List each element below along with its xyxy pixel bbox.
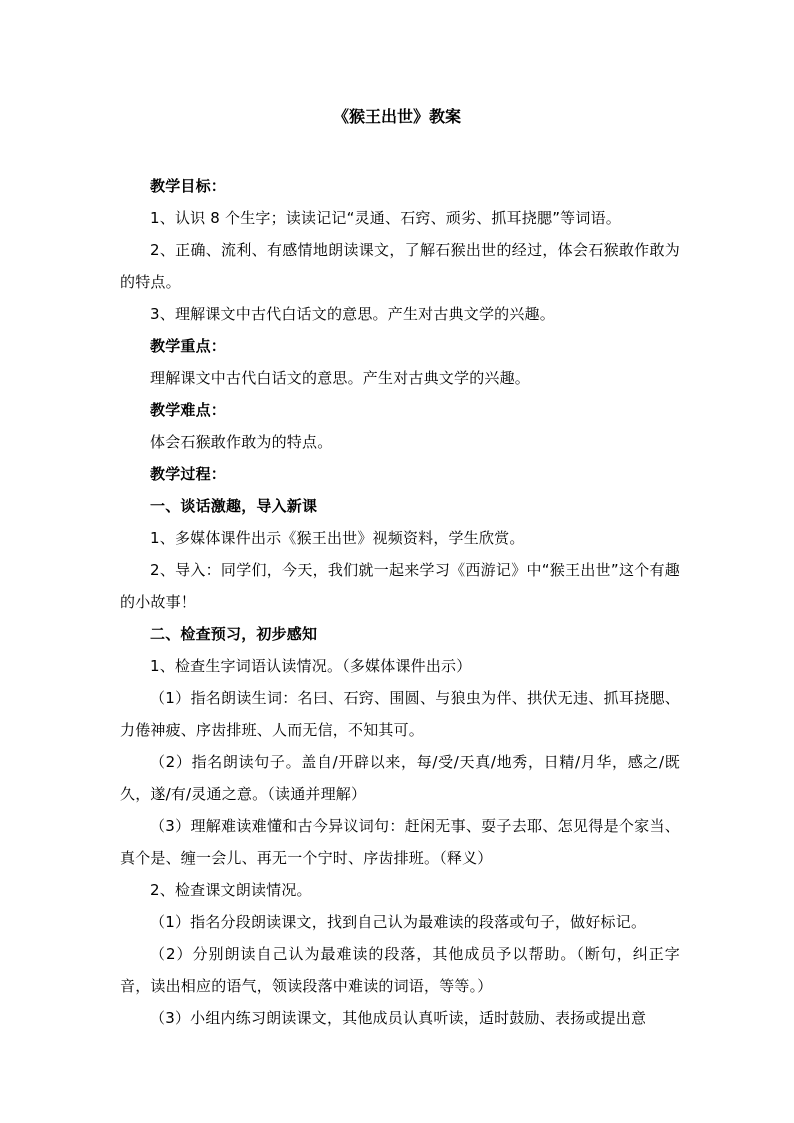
- section-heading: 教学目标：: [150, 177, 227, 195]
- paragraph: 1、检查生字词语认读情况。（多媒体课件出示）: [150, 657, 472, 675]
- section-heading: 教学重点：: [150, 337, 227, 355]
- paragraph: 1、多媒体课件出示《猴王出世》视频资料，学生欣赏。: [150, 529, 525, 547]
- document-title: 《猴王出世》教案: [332, 107, 461, 126]
- section-heading: 教学难点：: [150, 401, 227, 419]
- paragraph: 2、正确、流利、有感情地朗读课文，了解石猴出世的经过，体会石猴敢作敢为的特点。: [120, 241, 680, 291]
- paragraph: 2、检查课文朗读情况。: [150, 881, 312, 899]
- paragraph: （3）理解难读难懂和古今异议词句：赶闲无事、耍子去耶、怎见得是个家当、真个是、缠一会儿、再无一个宁时、序齿排班。（释义）: [120, 817, 680, 867]
- paragraph: （3）小组内练习朗读课文，其他成员认真听读，适时鼓励、表扬或提出意: [150, 1009, 647, 1027]
- paragraph: （2）分别朗读自己认为最难读的段落，其他成员予以帮助。（断句，纠正字音，读出相应的语气，领读段落中难读的词语，等等。）: [120, 945, 680, 995]
- section-heading: 二、检查预习，初步感知: [150, 625, 318, 643]
- paragraph: （2）指名朗读句子。盖自/开辟以来，每/受/天真/地秀，日精/月华，感之/既久，遂/有/灵通之意。（读通并理解）: [120, 753, 680, 803]
- paragraph: 3、理解课文中古代白话文的意思。产生对古典文学的兴趣。: [150, 305, 555, 323]
- paragraph: （1）指名分段朗读课文，找到自己认为最难读的段落或句子，做好标记。: [150, 913, 647, 931]
- paragraph: 1、认识 8 个生字；读读记记“灵通、石窍、顽劣、抓耳挠腮”等词语。: [150, 209, 621, 227]
- paragraph: 体会石猴敢作敢为的特点。: [150, 433, 333, 451]
- paragraph: （1）指名朗读生词：名曰、石窍、围圆、与狼虫为伴、拱伏无违、抓耳挠腮、力倦神疲、序齿排班、人而无信，不知其可。: [120, 689, 680, 739]
- paragraph: 2、导入：同学们，今天，我们就一起来学习《西游记》中“猴王出世”这个有趣的小故事！: [120, 561, 680, 611]
- document-body: [120, 170, 680, 1034]
- section-heading: 一、谈话激趣，导入新课: [150, 497, 318, 515]
- paragraph: 理解课文中古代白话文的意思。产生对古典文学的兴趣。: [150, 369, 531, 387]
- section-heading: 教学过程：: [150, 465, 227, 483]
